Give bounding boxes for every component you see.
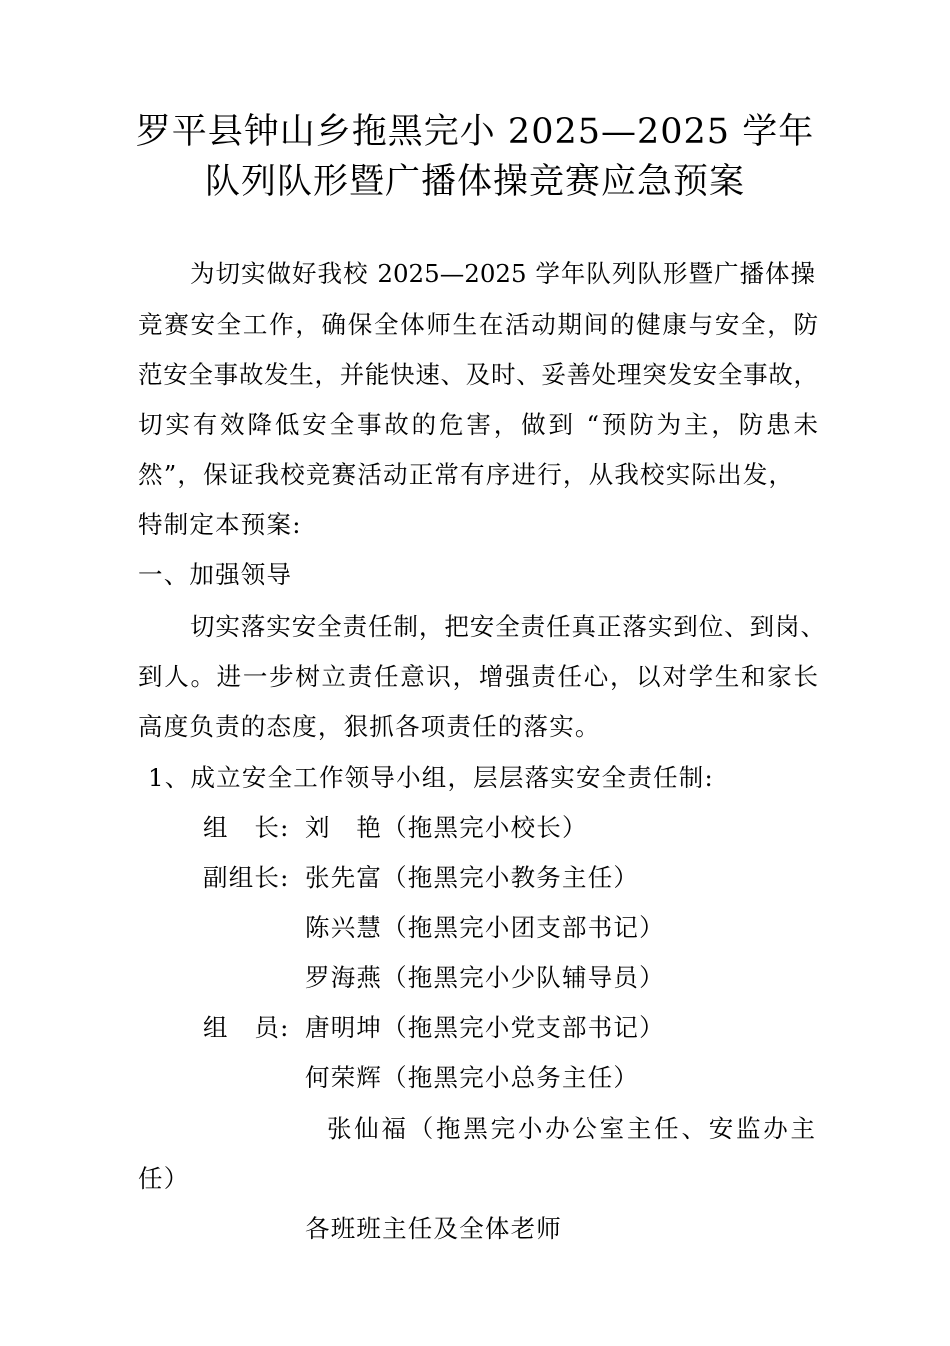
intro-line-2: 竞赛安全工作，确保全体师生在活动期间的健康与安全，防 bbox=[138, 310, 818, 339]
member-3-line-1: 张仙福（拖黑完小办公室主任、安监办主 bbox=[327, 1114, 815, 1143]
intro-line-4: 切实有效降低安全事故的危害，做到 “预防为主，防患未 bbox=[138, 410, 818, 439]
deputy-1: 张先富（拖黑完小教务主任） bbox=[305, 863, 640, 892]
member-label: 组 员: bbox=[203, 1013, 290, 1042]
leader-name: 刘 艳（拖黑完小校长） bbox=[305, 813, 588, 842]
section-line-3: 高度负责的态度，狠抓各项责任的落实。 bbox=[138, 712, 601, 741]
member-1: 唐明坤（拖黑完小党支部书记） bbox=[305, 1013, 665, 1042]
member-2: 何荣辉（拖黑完小总务主任） bbox=[305, 1063, 640, 1092]
deputy-2: 陈兴慧（拖黑完小团支部书记） bbox=[305, 913, 665, 942]
intro-line-1: 为切实做好我校 2025—2025 学年队列队形暨广播体操 bbox=[190, 259, 815, 288]
all-teachers: 各班班主任及全体老师 bbox=[305, 1214, 562, 1243]
intro-line-5: 然”，保证我校竞赛活动正常有序进行，从我校实际出发， bbox=[138, 460, 795, 489]
title-line-2: 队列队形暨广播体操竞赛应急预案 bbox=[204, 162, 745, 202]
intro-line-3: 范安全事故发生，并能快速、及时、妥善处理突发安全事故， bbox=[138, 360, 818, 389]
deputy-label: 副组长: bbox=[203, 863, 290, 892]
deputy-3: 罗海燕（拖黑完小少队辅导员） bbox=[305, 963, 665, 992]
section-line-1: 切实落实安全责任制，把安全责任真正落实到位、到岗、 bbox=[190, 612, 825, 641]
intro-line-6: 特制定本预案: bbox=[138, 510, 302, 539]
section-line-2: 到人。进一步树立责任意识，增强责任心，以对学生和家长 bbox=[138, 662, 818, 691]
section-heading: 一、加强领导 bbox=[138, 560, 293, 589]
leader-label: 组 长: bbox=[203, 813, 290, 842]
member-3-line-2: 任） bbox=[138, 1164, 190, 1193]
item-1: 1、成立安全工作领导小组，层层落实安全责任制: bbox=[148, 763, 714, 792]
title-line-1: 罗平县钟山乡拖黑完小 2025—2025 学年 bbox=[135, 112, 815, 152]
